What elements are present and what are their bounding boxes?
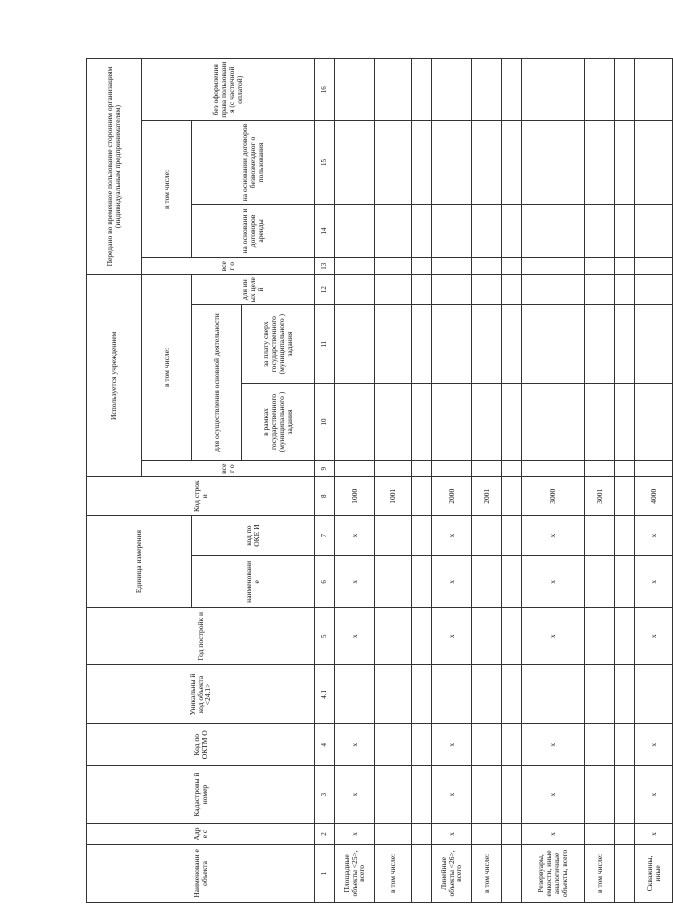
cell	[522, 305, 585, 384]
cell	[635, 258, 673, 275]
cell-cadastral: x	[335, 766, 375, 824]
cell	[635, 204, 673, 258]
cell	[522, 460, 585, 477]
col-number: 7	[315, 515, 335, 555]
cell	[375, 460, 412, 477]
cell-row-code: 3000	[522, 477, 585, 515]
cell	[502, 477, 522, 515]
header-row-code: Код строк и	[87, 477, 315, 515]
cell	[615, 59, 635, 121]
cell	[472, 258, 502, 275]
cell	[615, 204, 635, 258]
table-row	[615, 59, 635, 903]
col-number: 14	[315, 204, 335, 258]
cell	[412, 460, 432, 477]
cell	[335, 460, 375, 477]
cell	[522, 275, 585, 305]
cell	[472, 204, 502, 258]
header-lease: на основани и договоров аренды	[192, 204, 315, 258]
col-number: 4	[315, 724, 335, 766]
cell	[375, 275, 412, 305]
cell	[502, 258, 522, 275]
col-number: 13	[315, 258, 335, 275]
col-number: 9	[315, 460, 335, 477]
cell-unit-code: x	[335, 515, 375, 555]
cell	[635, 460, 673, 477]
cell	[472, 556, 502, 608]
col-number: 6	[315, 556, 335, 608]
cell-row-code: 2001	[472, 477, 502, 515]
header-unit-code: код по ОКЕ И	[192, 515, 315, 555]
cell-row-code: 1001	[375, 477, 412, 515]
cell	[585, 556, 615, 608]
header-transferred-total: всег о	[142, 258, 315, 275]
col-number: 16	[315, 59, 335, 121]
cell	[432, 258, 472, 275]
cell	[335, 275, 375, 305]
cell	[635, 305, 673, 384]
cell	[412, 665, 432, 724]
cell	[472, 460, 502, 477]
cell	[472, 59, 502, 121]
header-used-total: всег о	[142, 460, 315, 477]
cell	[432, 121, 472, 204]
cell	[522, 59, 585, 121]
cell	[615, 665, 635, 724]
cell	[502, 305, 522, 384]
cell	[375, 384, 412, 461]
cell	[522, 121, 585, 204]
cell	[585, 258, 615, 275]
cell	[615, 460, 635, 477]
row-label: в том числе:	[472, 844, 502, 902]
cell	[502, 724, 522, 766]
cell	[585, 608, 615, 665]
cell	[375, 556, 412, 608]
cell-row-code: 3001	[585, 477, 615, 515]
header-cadastral: Кадастровы й номер	[87, 766, 315, 824]
rotated-report-table	[86, 58, 662, 903]
cell	[375, 824, 412, 845]
cell	[412, 305, 432, 384]
cell	[375, 59, 412, 121]
cell	[472, 121, 502, 204]
cell-cadastral: x	[522, 766, 585, 824]
col-number: 15	[315, 121, 335, 204]
cell	[375, 305, 412, 384]
header-oktmo: Код по ОКТМ О	[87, 724, 315, 766]
cell-year: x	[335, 608, 375, 665]
cell-oktmo: x	[522, 724, 585, 766]
cell-row-code: 1000	[335, 477, 375, 515]
cell	[585, 824, 615, 845]
cell	[335, 59, 375, 121]
cell-unique-code	[522, 665, 585, 724]
header-main-activity: для осуществления основной деятельности	[192, 305, 242, 461]
cell	[412, 766, 432, 824]
cell	[635, 275, 673, 305]
header-address: Адре с	[87, 824, 315, 845]
cell	[585, 121, 615, 204]
cell	[472, 766, 502, 824]
cell	[335, 305, 375, 384]
cell	[335, 384, 375, 461]
cell	[472, 665, 502, 724]
cell	[585, 766, 615, 824]
row-label: Скважины, иные	[635, 844, 673, 902]
cell	[502, 556, 522, 608]
cell	[502, 384, 522, 461]
header-paid-beyond: за плату сверх государственного (муниципального ) задания	[242, 305, 315, 384]
table-row	[522, 59, 585, 903]
cell	[412, 608, 432, 665]
cell	[585, 275, 615, 305]
table-row	[375, 59, 412, 903]
col-number: 1	[315, 844, 335, 902]
cell-unit-name: x	[522, 556, 585, 608]
cell	[412, 275, 432, 305]
cell-row-code: 2000	[432, 477, 472, 515]
table-row	[635, 59, 673, 903]
header-year: Год постройк и	[87, 608, 315, 665]
cell	[375, 121, 412, 204]
cell	[502, 766, 522, 824]
cell	[615, 477, 635, 515]
col-number: 11	[315, 305, 335, 384]
cell	[472, 724, 502, 766]
cell	[615, 258, 635, 275]
cell	[585, 59, 615, 121]
cell	[412, 724, 432, 766]
cell	[615, 724, 635, 766]
cell	[375, 204, 412, 258]
cell	[472, 608, 502, 665]
cell	[615, 608, 635, 665]
cell	[615, 824, 635, 845]
cell-unit-code: x	[635, 515, 673, 555]
col-number: 4.1	[315, 665, 335, 724]
cell-unique-code	[335, 665, 375, 724]
cell	[375, 515, 412, 555]
cell-year: x	[635, 608, 673, 665]
cell	[522, 258, 585, 275]
cell	[335, 121, 375, 204]
cell-unit-name: x	[432, 556, 472, 608]
cell	[615, 305, 635, 384]
cell-oktmo: x	[432, 724, 472, 766]
cell	[615, 275, 635, 305]
cell-unit-name: x	[335, 556, 375, 608]
cell	[502, 515, 522, 555]
cell	[585, 460, 615, 477]
cell	[432, 384, 472, 461]
cell-address: x	[335, 824, 375, 845]
header-used-in-that: в том числе:	[142, 275, 192, 461]
row-label: Резервуары, емкости, иные аналогичные объекты, всего	[522, 844, 585, 902]
row-label: Линейные объекты <26>, всего	[432, 844, 472, 902]
column-numbers-row	[315, 59, 335, 903]
cell-unit-name: x	[635, 556, 673, 608]
cell-unit-code: x	[522, 515, 585, 555]
cell-unit-code: x	[432, 515, 472, 555]
cell	[502, 824, 522, 845]
cell	[472, 384, 502, 461]
cell	[615, 121, 635, 204]
cell	[375, 665, 412, 724]
cell	[412, 204, 432, 258]
table-row	[432, 59, 472, 903]
cell-row-code: 4000	[635, 477, 673, 515]
cell	[335, 258, 375, 275]
cell	[585, 305, 615, 384]
row-label: в том числе:	[375, 844, 412, 902]
table-row	[412, 59, 432, 903]
cell	[412, 59, 432, 121]
col-number: 2	[315, 824, 335, 845]
cell	[522, 204, 585, 258]
header-transferred-in-that: в том числе:	[142, 121, 192, 258]
cell	[635, 59, 673, 121]
cell	[472, 275, 502, 305]
cell-oktmo: x	[335, 724, 375, 766]
col-number: 3	[315, 766, 335, 824]
cell	[412, 258, 432, 275]
cell	[502, 204, 522, 258]
cell-address: x	[432, 824, 472, 845]
cell	[375, 724, 412, 766]
cell	[615, 384, 635, 461]
cell	[412, 384, 432, 461]
property-use-table	[86, 58, 673, 903]
cell	[472, 515, 502, 555]
col-number: 10	[315, 384, 335, 461]
header-transferred: Передано во временное пользование сторонним организациям (индивидуальным предпринимателям)	[87, 59, 142, 275]
cell	[635, 384, 673, 461]
cell	[335, 204, 375, 258]
cell	[375, 258, 412, 275]
cell	[502, 665, 522, 724]
cell-unique-code	[432, 665, 472, 724]
cell	[585, 204, 615, 258]
header-free-use: на основании договоров безвозмездног о пользования	[192, 121, 315, 204]
table-row	[335, 59, 375, 903]
cell	[432, 204, 472, 258]
cell-year: x	[522, 608, 585, 665]
cell	[635, 121, 673, 204]
cell-address: x	[522, 824, 585, 845]
header-within-task: в рамках государственного (муниципального ) задания	[242, 384, 315, 461]
table-row	[472, 59, 502, 903]
cell-year: x	[432, 608, 472, 665]
table-row	[585, 59, 615, 903]
cell	[615, 515, 635, 555]
cell	[412, 556, 432, 608]
cell-address: x	[635, 824, 673, 845]
row-label: Площадные объекты <25>, всего	[335, 844, 375, 902]
header-unit: Единица измерения	[87, 515, 192, 607]
cell	[432, 305, 472, 384]
cell-cadastral: x	[635, 766, 673, 824]
cell-unique-code	[635, 665, 673, 724]
header-unit-name: наименовани е	[192, 556, 315, 608]
header-unique-code: Уникальны й код объекта <24.1>	[87, 665, 315, 724]
cell	[502, 121, 522, 204]
cell	[375, 608, 412, 665]
cell	[522, 384, 585, 461]
cell	[502, 59, 522, 121]
cell-oktmo: x	[635, 724, 673, 766]
cell	[585, 665, 615, 724]
cell	[412, 515, 432, 555]
cell	[472, 305, 502, 384]
cell	[412, 121, 432, 204]
cell	[585, 384, 615, 461]
cell	[375, 766, 412, 824]
cell	[502, 460, 522, 477]
cell	[432, 460, 472, 477]
cell	[502, 608, 522, 665]
header-used: Используется учреждением	[87, 275, 142, 477]
header-other-purposes: для иных целе й	[192, 275, 315, 305]
cell	[412, 824, 432, 845]
cell	[615, 766, 635, 824]
header-name: Наименовани е объекта	[87, 844, 315, 902]
row-label: в том числе:	[585, 844, 615, 902]
cell	[615, 844, 635, 902]
table-row	[502, 59, 522, 903]
cell	[432, 59, 472, 121]
cell-cadastral: x	[432, 766, 472, 824]
col-number: 5	[315, 608, 335, 665]
header-without-formal: без оформления права пользовани я (с частичной оплатой)	[142, 59, 315, 121]
cell	[472, 824, 502, 845]
col-number: 8	[315, 477, 335, 515]
cell	[585, 515, 615, 555]
cell	[585, 724, 615, 766]
cell	[432, 275, 472, 305]
cell	[502, 844, 522, 902]
cell	[615, 556, 635, 608]
cell	[412, 844, 432, 902]
cell	[412, 477, 432, 515]
col-number: 12	[315, 275, 335, 305]
cell	[502, 275, 522, 305]
